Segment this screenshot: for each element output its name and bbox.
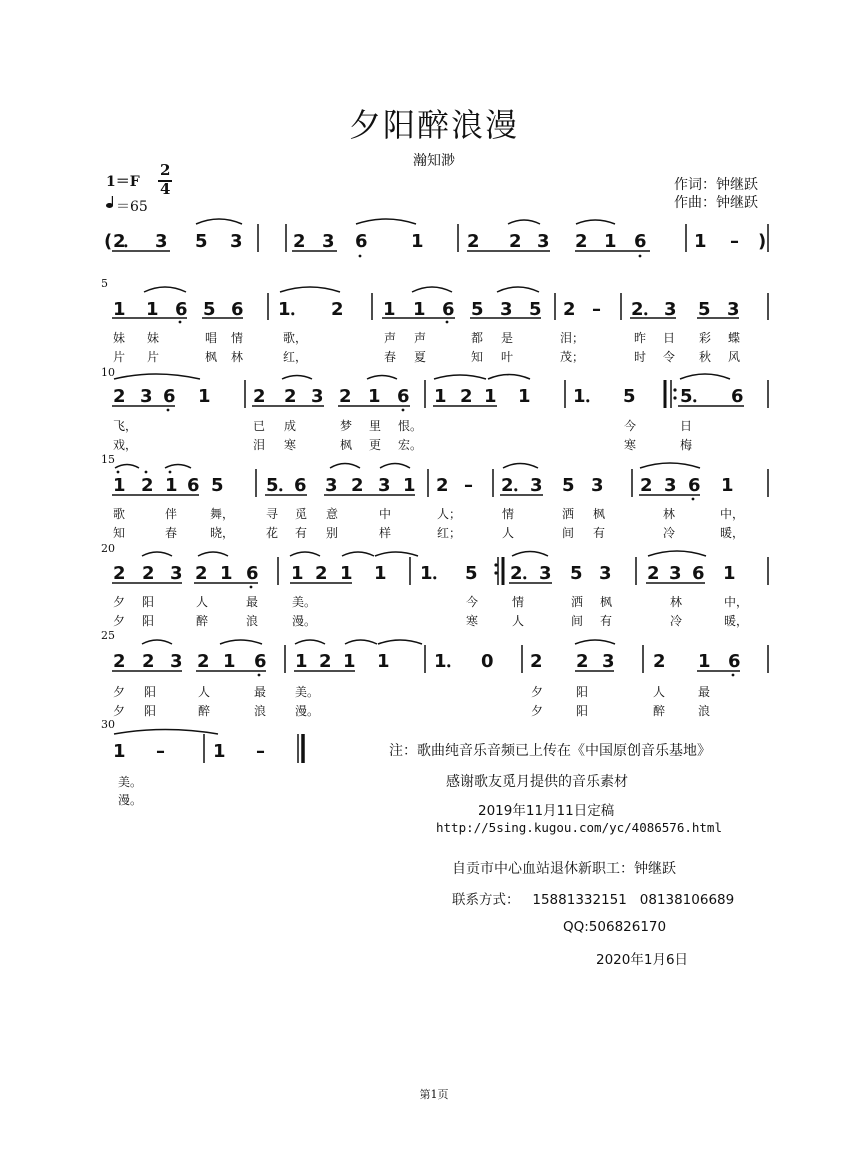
lyric: 人 [512, 614, 525, 628]
lyric: 阳 [142, 595, 155, 609]
note: ( [104, 231, 113, 252]
note: 3 [669, 563, 682, 584]
lyric: 美。 [295, 685, 320, 699]
measure-number: 30 [101, 718, 115, 731]
note: ． [290, 299, 308, 320]
lyric: 梦 [340, 419, 353, 433]
lyric: 情 [231, 331, 244, 345]
note: 5 [570, 563, 583, 584]
note: 1 [113, 741, 126, 762]
note: 1 [220, 563, 233, 584]
lyric: 阳 [576, 685, 589, 699]
note: 1 [213, 741, 226, 762]
system-1-notes [104, 231, 766, 252]
lyric: 浪 [698, 704, 711, 718]
note: 2 [142, 563, 155, 584]
system-1-markings [112, 219, 768, 252]
key-signature: 1＝F [106, 174, 140, 190]
lyric: 夕 [531, 704, 544, 718]
note: ． [585, 386, 603, 407]
note: ． [446, 651, 464, 672]
lyrics-verse-1 [0, 683, 868, 703]
lyrics-verse-1 [0, 773, 868, 793]
lyric: 醉 [196, 614, 209, 628]
note: 2 [339, 386, 352, 407]
lyric: 寒 [284, 438, 297, 452]
lyric: 有 [593, 526, 606, 540]
lyric: 中， [720, 507, 745, 521]
note: 1 [278, 299, 291, 320]
note: 5 [562, 475, 575, 496]
system-4-notes [113, 475, 734, 496]
lyric: 浪 [254, 704, 267, 718]
lyric: 别 [326, 526, 339, 540]
note: 1 [698, 651, 711, 672]
lyric: 人； [437, 507, 462, 521]
lyric: 时 [634, 350, 647, 364]
note: – [464, 475, 473, 496]
lyrics-verse-2 [0, 791, 868, 811]
note: 2 [575, 231, 588, 252]
note: 2 [195, 563, 208, 584]
note: 1 [113, 299, 126, 320]
lyric: 都 [471, 331, 484, 345]
system-2-notation [0, 285, 868, 325]
system-6-notes [113, 651, 741, 672]
note: 2 [331, 299, 344, 320]
lyric: 宏。 [398, 438, 423, 452]
lyric: 日 [680, 419, 693, 433]
lyric: 恨。 [398, 419, 423, 433]
lyric: 妹 [113, 331, 126, 345]
lyric: 秋 [699, 350, 712, 364]
note: 1 [573, 386, 586, 407]
note: 2 [284, 386, 297, 407]
note: 2 [113, 231, 126, 252]
lyric: 中， [724, 595, 749, 609]
lyric: 叶 [501, 350, 514, 364]
note: 6 [254, 651, 267, 672]
note: 6 [355, 231, 368, 252]
note: 3 [230, 231, 243, 252]
song-title: 夕阳醉浪漫 [348, 106, 519, 144]
measure-number: 5 [101, 277, 108, 290]
system-3-notation [0, 370, 868, 410]
lyrics-verse-1 [0, 329, 868, 349]
lyric: 日 [663, 331, 676, 345]
note: 1 [343, 651, 356, 672]
lyric: 漫。 [292, 614, 317, 628]
note: 6 [634, 231, 647, 252]
note: 6 [728, 651, 741, 672]
note: 3 [155, 231, 168, 252]
lyric: 暖， [724, 614, 749, 628]
note: 2 [563, 299, 576, 320]
lyrics-verse-1 [0, 505, 868, 525]
lyric: 样 [379, 526, 392, 540]
note: 1 [413, 299, 426, 320]
note: – [256, 741, 265, 762]
lyric: 洒 [562, 507, 575, 521]
lyric: 人 [653, 685, 666, 699]
lyric: 妹 [147, 331, 160, 345]
note: 2 [510, 563, 523, 584]
contact-info: 联系方式： 15881332151 08138106689 [452, 892, 735, 908]
lyric: 更 [369, 438, 382, 452]
note: 5 [195, 231, 208, 252]
note: 2 [351, 475, 364, 496]
lyric: 夕 [113, 614, 126, 628]
note: 1 [295, 651, 308, 672]
lyric: 夕 [113, 595, 126, 609]
measure-number: 20 [101, 542, 115, 555]
lyrics-verse-2 [0, 436, 868, 456]
note: 3 [664, 299, 677, 320]
thanks-note: 感谢歌友觅月提供的音乐素材 [446, 774, 628, 790]
lyric: 人 [502, 526, 515, 540]
page-number: 第1页 [419, 1088, 449, 1101]
time-signature-bottom: 4 [160, 180, 171, 198]
lyric: 知 [113, 526, 126, 540]
note: 1 [340, 563, 353, 584]
lyric: 声 [414, 331, 427, 345]
lyric: 人 [196, 595, 209, 609]
note: 5 [680, 386, 693, 407]
note: 2 [501, 475, 514, 496]
note: 2 [315, 563, 328, 584]
note: ． [123, 231, 141, 252]
lyric: 阳 [144, 704, 157, 718]
lyric: 花 [266, 526, 279, 540]
lyric: 今 [624, 419, 637, 433]
note: 2 [530, 651, 543, 672]
lyric: 美。 [292, 595, 317, 609]
lyric: 情 [512, 595, 525, 609]
note: 1 [403, 475, 416, 496]
lyric: 成 [284, 419, 297, 433]
note: 3 [378, 475, 391, 496]
lyric: 枫 [600, 595, 613, 609]
note: ． [432, 563, 450, 584]
note: 2 [113, 563, 126, 584]
lyric: 泪 [253, 438, 266, 452]
lyric: 泪； [560, 331, 585, 345]
lyrics-verse-2 [0, 702, 868, 722]
note: 3 [311, 386, 324, 407]
note: 1 [368, 386, 381, 407]
note: 2 [460, 386, 473, 407]
system-7-notation [0, 725, 320, 765]
note: 3 [727, 299, 740, 320]
note: 6 [692, 563, 705, 584]
lyric: 间 [571, 614, 584, 628]
note: 6 [688, 475, 701, 496]
lyric: 洒 [571, 595, 584, 609]
note: 1 [165, 475, 178, 496]
lyric: 枫 [340, 438, 353, 452]
note: 6 [187, 475, 200, 496]
note: 1 [383, 299, 396, 320]
note: – [730, 231, 739, 252]
qq-contact: QQ:506826170 [563, 919, 667, 935]
note: 3 [170, 651, 183, 672]
system-5-notation [0, 545, 868, 585]
lyric: 漫。 [118, 793, 143, 807]
lyric: 里 [369, 419, 382, 433]
note: 2 [467, 231, 480, 252]
lyric: 醉 [653, 704, 666, 718]
note: 0 [481, 651, 494, 672]
lyric: 阳 [144, 685, 157, 699]
note: – [156, 741, 165, 762]
lyric: 片 [113, 350, 126, 364]
lyric: 枫 [593, 507, 606, 521]
note: 3 [140, 386, 153, 407]
note: 1 [198, 386, 211, 407]
lyric: 最 [698, 685, 711, 699]
note: 3 [322, 231, 335, 252]
lyric: 唱 [205, 331, 218, 345]
lyric: 冷 [663, 526, 676, 540]
note: ． [513, 475, 531, 496]
lyrics-verse-2 [0, 612, 868, 632]
lyric: 寻 [266, 507, 279, 521]
lyric: 浪 [246, 614, 259, 628]
note: ． [522, 563, 540, 584]
note: 2 [113, 386, 126, 407]
note: 5 [471, 299, 484, 320]
note: ) [758, 231, 767, 252]
lyric: 间 [562, 526, 575, 540]
lyric: 林 [670, 595, 683, 609]
lyric: 茂； [560, 350, 585, 364]
note: 1 [113, 475, 126, 496]
system-5-notes [113, 563, 736, 584]
lyric: 片 [147, 350, 160, 364]
lyric: 意 [326, 507, 339, 521]
note: 1 [223, 651, 236, 672]
lyric: 最 [254, 685, 267, 699]
note: 3 [325, 475, 338, 496]
lyrics-verse-1 [0, 593, 868, 613]
lyric: 枫 [205, 350, 218, 364]
note: 1 [146, 299, 159, 320]
note: 1 [484, 386, 497, 407]
time-signature-top: 2 [160, 161, 171, 179]
note: 2 [197, 651, 210, 672]
note: 6 [175, 299, 188, 320]
system-6-notation [0, 635, 868, 675]
composer-credit: 作曲：钟继跃 [674, 195, 758, 211]
note: 5 [211, 475, 224, 496]
lyrics-verse-1 [0, 417, 868, 437]
lyric: 林 [231, 350, 244, 364]
measure-number: 15 [101, 453, 115, 466]
note: 1 [518, 386, 531, 407]
lyric: 歌， [283, 331, 308, 345]
lyricist-credit: 作词：钟继跃 [674, 177, 758, 193]
system-2-notes [113, 299, 740, 320]
note: 2 [509, 231, 522, 252]
note: ． [692, 386, 710, 407]
note: 3 [170, 563, 183, 584]
note: 3 [664, 475, 677, 496]
lyric: 红； [437, 526, 462, 540]
lyric: 彩 [699, 331, 712, 345]
note: 1 [694, 231, 707, 252]
note: 3 [500, 299, 513, 320]
note: 1 [434, 386, 447, 407]
note: 1 [434, 651, 447, 672]
lyric: 伴 [165, 507, 178, 521]
note: 3 [602, 651, 615, 672]
lyric: 美。 [118, 775, 143, 789]
lyric: 人 [198, 685, 211, 699]
lyric: 已 [253, 419, 266, 433]
lyric: 寒 [466, 614, 479, 628]
note: 6 [442, 299, 455, 320]
note: ． [278, 475, 296, 496]
note: 1 [604, 231, 617, 252]
note: – [592, 299, 601, 320]
lyric: 阳 [576, 704, 589, 718]
song-link[interactable]: http://5sing.kugou.com/yc/4086576.html [436, 820, 722, 835]
lyric: 阳 [142, 614, 155, 628]
lyric: 蝶 [728, 331, 741, 345]
note: 1 [420, 563, 433, 584]
lyric: 是 [501, 331, 514, 345]
note: 2 [293, 231, 306, 252]
note: 2 [640, 475, 653, 496]
lyric: 暖， [720, 526, 745, 540]
note: ． [643, 299, 661, 320]
note: 2 [113, 651, 126, 672]
lyric: 今 [466, 595, 479, 609]
note: 2 [647, 563, 660, 584]
measure-number: 10 [101, 366, 115, 379]
lyric: 戏， [113, 438, 138, 452]
song-subtitle: 瀚知渺 [413, 153, 455, 169]
note: 1 [723, 563, 736, 584]
author-info: 自贡市中心血站退休新职工：钟继跃 [452, 861, 676, 877]
lyric: 林 [663, 507, 676, 521]
note: 2 [319, 651, 332, 672]
note: 2 [253, 386, 266, 407]
note: 2 [576, 651, 589, 672]
note: 2 [141, 475, 154, 496]
lyric: 声 [384, 331, 397, 345]
lyric: 春 [165, 526, 178, 540]
lyric: 寒 [624, 438, 637, 452]
system-1-notation [0, 220, 868, 260]
lyric: 歌 [113, 507, 126, 521]
lyric: 舞， [210, 507, 235, 521]
lyrics-verse-2 [0, 524, 868, 544]
lyric: 晓， [210, 526, 235, 540]
note: 2 [631, 299, 644, 320]
lyric: 令 [663, 350, 676, 364]
lyric: 夏 [414, 350, 427, 364]
lyric: 最 [246, 595, 259, 609]
note: 2 [436, 475, 449, 496]
lyric: 觅 [295, 507, 308, 521]
lyric: 夕 [113, 685, 126, 699]
lyric: 昨 [634, 331, 647, 345]
note: 5 [698, 299, 711, 320]
note: 1 [374, 563, 387, 584]
lyric: 情 [502, 507, 515, 521]
note: 3 [599, 563, 612, 584]
system-7-markings [114, 730, 303, 764]
note: 6 [231, 299, 244, 320]
lyric: 知 [471, 350, 484, 364]
system-7-notes [113, 741, 265, 762]
note: 6 [294, 475, 307, 496]
lyric: 夕 [113, 704, 126, 718]
note: 1 [721, 475, 734, 496]
note: 5 [529, 299, 542, 320]
upload-note: 注：歌曲纯音乐音频已上传在《中国原创音乐基地》 [389, 743, 711, 759]
note: 3 [591, 475, 604, 496]
lyric: 醉 [198, 704, 211, 718]
note: 5 [266, 475, 279, 496]
note: 1 [291, 563, 304, 584]
lyric: 中 [379, 507, 392, 521]
note: 2 [653, 651, 666, 672]
lyric: 有 [600, 614, 613, 628]
note: 3 [530, 475, 543, 496]
note: 5 [623, 386, 636, 407]
system-4-notation [0, 455, 868, 495]
quarter-note-icon [106, 196, 113, 208]
note: 2 [142, 651, 155, 672]
finalized-date: 2019年11月11日定稿 [478, 803, 615, 819]
tempo-marking: ＝65 [116, 199, 148, 215]
note: 5 [465, 563, 478, 584]
lyric: 夕 [531, 685, 544, 699]
lyric: 春 [384, 350, 397, 364]
lyric: 冷 [670, 614, 683, 628]
music-system-1 [0, 220, 868, 260]
measure-number: 25 [101, 629, 115, 642]
system-3-notes [113, 386, 744, 407]
lyric: 飞， [113, 419, 138, 433]
note: 6 [246, 563, 259, 584]
lyric: 梅 [680, 438, 693, 452]
note: 1 [377, 651, 390, 672]
note: 6 [163, 386, 176, 407]
note: 3 [537, 231, 550, 252]
lyric: 有 [295, 526, 308, 540]
note: 6 [731, 386, 744, 407]
note: 5 [203, 299, 216, 320]
lyric: 漫。 [295, 704, 320, 718]
lyrics-verse-2 [0, 348, 868, 368]
lyric: 红， [283, 350, 308, 364]
note: 1 [411, 231, 424, 252]
release-date: 2020年1月6日 [596, 952, 689, 968]
note: 3 [539, 563, 552, 584]
note: 6 [397, 386, 410, 407]
lyric: 风 [728, 350, 741, 364]
